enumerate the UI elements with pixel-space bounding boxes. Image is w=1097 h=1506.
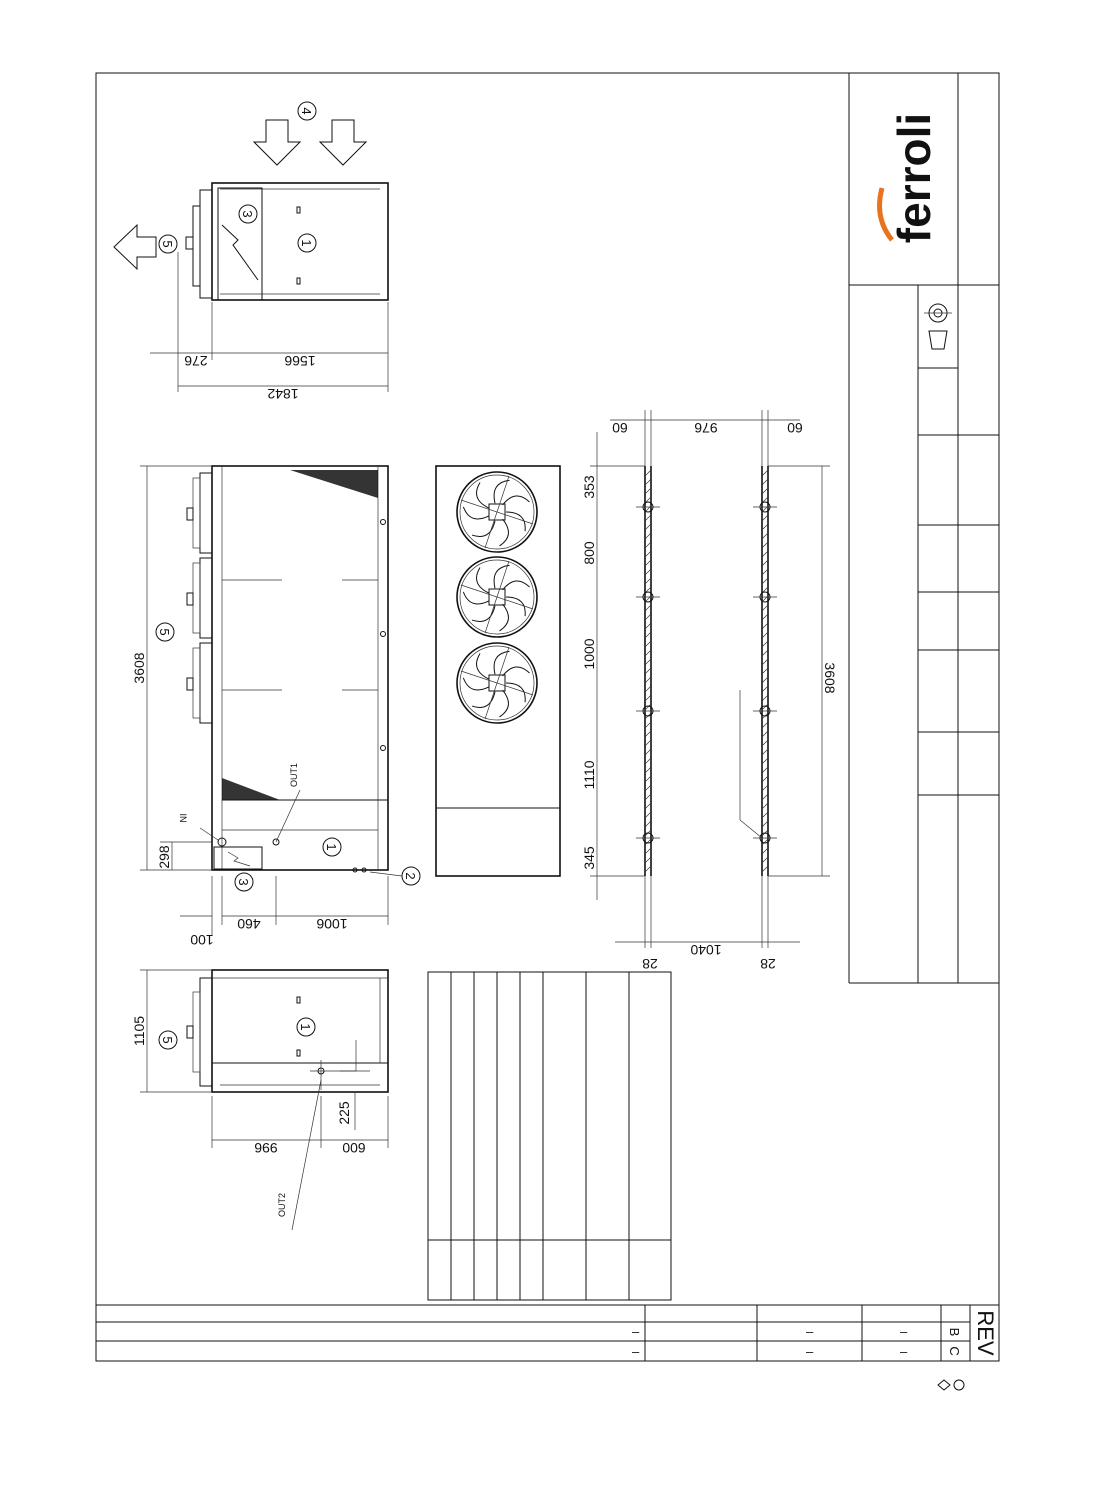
svg-text:353: 353 xyxy=(581,475,597,499)
svg-text:B: B xyxy=(947,1327,962,1337)
svg-text:600: 600 xyxy=(342,1140,366,1156)
svg-text:–: – xyxy=(900,1324,908,1339)
svg-text:3608: 3608 xyxy=(822,662,838,694)
projection-symbol-icon xyxy=(924,304,952,349)
svg-text:5: 5 xyxy=(160,1036,175,1044)
revision-table xyxy=(96,1305,999,1361)
svg-text:1: 1 xyxy=(298,1023,313,1031)
top-view xyxy=(114,102,388,402)
svg-text:1040: 1040 xyxy=(690,942,722,958)
svg-text:OUT1: OUT1 xyxy=(289,762,299,788)
svg-text:60: 60 xyxy=(787,420,803,436)
mount-hole-icon xyxy=(636,592,660,602)
mount-hole-icon xyxy=(753,706,777,716)
svg-text:1110: 1110 xyxy=(581,760,597,790)
svg-text:28: 28 xyxy=(642,956,658,972)
fan-view xyxy=(436,466,560,876)
component-table xyxy=(428,972,671,1300)
inflow-arrow-icon xyxy=(320,120,366,165)
svg-text:3608: 3608 xyxy=(131,652,147,684)
fan-icon xyxy=(457,557,537,637)
svg-text:–: – xyxy=(900,1344,908,1359)
front-view xyxy=(131,970,388,1230)
feet-view xyxy=(581,410,838,972)
inflow-arrow-icon xyxy=(254,120,300,165)
svg-text:1: 1 xyxy=(299,239,314,247)
svg-text:298: 298 xyxy=(156,845,172,869)
fan-icon xyxy=(457,472,537,552)
svg-text:1842: 1842 xyxy=(267,386,299,402)
outflow-arrow-icon xyxy=(114,225,156,269)
svg-text:5: 5 xyxy=(157,628,172,636)
svg-text:345: 345 xyxy=(581,846,597,870)
svg-text:–: – xyxy=(806,1324,814,1339)
svg-text:REV: REV xyxy=(973,1310,998,1356)
mount-hole-icon xyxy=(636,833,660,843)
svg-text:–: – xyxy=(806,1344,814,1359)
svg-text:1000: 1000 xyxy=(581,638,597,670)
mount-hole-icon xyxy=(753,592,777,602)
svg-text:800: 800 xyxy=(581,541,597,565)
svg-text:225: 225 xyxy=(336,1101,352,1125)
svg-text:1105: 1105 xyxy=(131,1015,147,1047)
svg-text:1566: 1566 xyxy=(284,353,316,369)
svg-text:1: 1 xyxy=(324,843,339,851)
mount-hole-icon xyxy=(636,706,660,716)
svg-text:60: 60 xyxy=(612,420,628,436)
svg-text:2: 2 xyxy=(403,872,418,880)
svg-text:460: 460 xyxy=(237,916,261,932)
side-view xyxy=(131,466,420,948)
svg-text:OUT2: OUT2 xyxy=(277,1192,287,1218)
svg-text:–: – xyxy=(632,1324,640,1339)
svg-text:4: 4 xyxy=(299,107,314,115)
svg-text:1006: 1006 xyxy=(316,916,348,932)
svg-text:276: 276 xyxy=(184,353,208,369)
svg-text:3: 3 xyxy=(236,878,251,886)
svg-text:IN: IN xyxy=(178,813,188,823)
mount-hole-icon xyxy=(753,502,777,512)
mount-hole-icon xyxy=(753,833,777,843)
svg-text:976: 976 xyxy=(694,420,718,436)
mount-hole-icon xyxy=(636,502,660,512)
svg-text:3: 3 xyxy=(240,210,255,218)
svg-text:28: 28 xyxy=(760,956,776,972)
fan-icon xyxy=(457,643,537,723)
svg-text:5: 5 xyxy=(160,240,175,248)
svg-text:C: C xyxy=(947,1346,962,1356)
sheet-border xyxy=(96,73,999,1361)
ferroli-logo xyxy=(880,113,940,243)
svg-text:ferroli: ferroli xyxy=(888,112,940,244)
svg-text:996: 996 xyxy=(254,1140,278,1156)
svg-text:–: – xyxy=(632,1344,640,1359)
svg-text:100: 100 xyxy=(190,932,214,948)
